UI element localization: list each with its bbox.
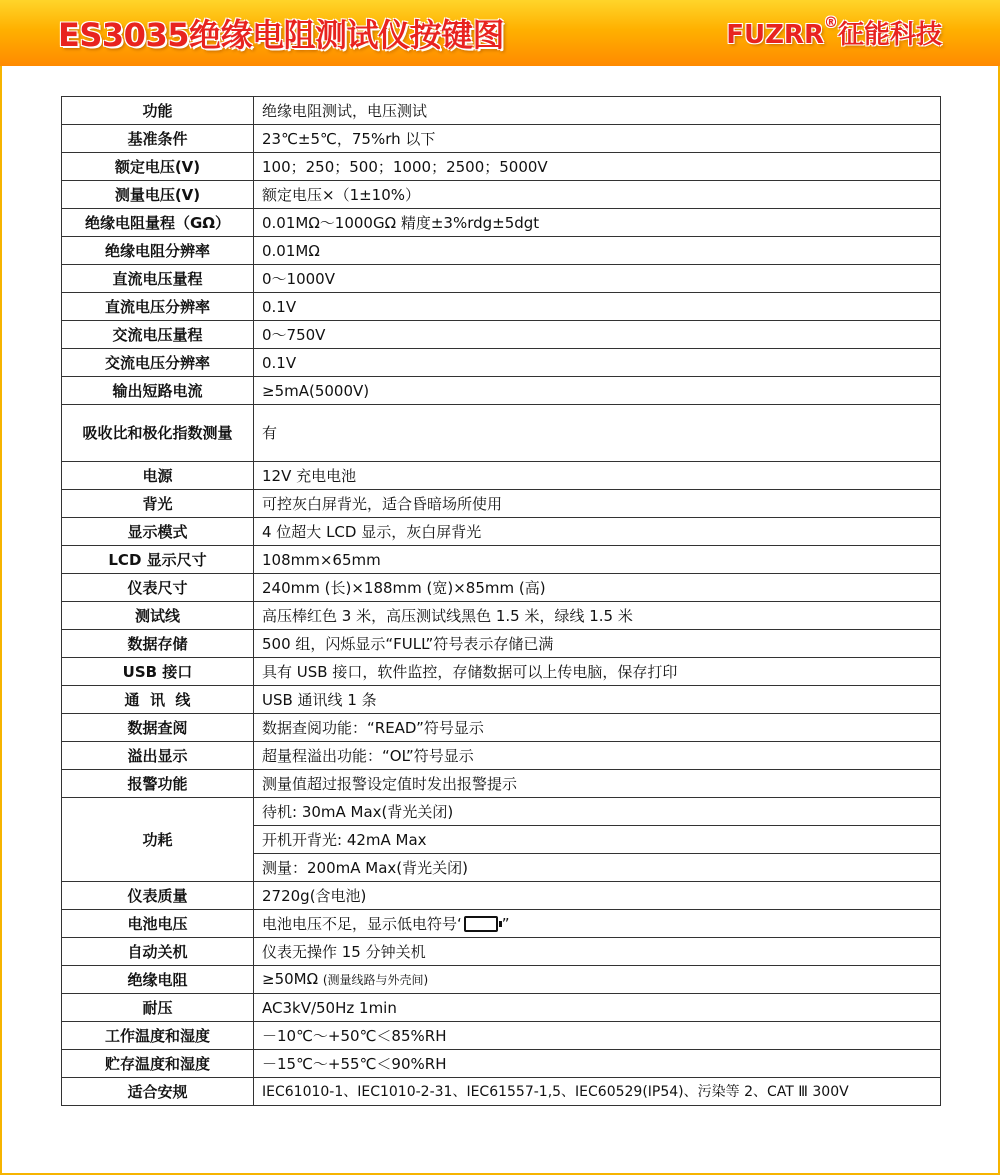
table-row [62,910,941,938]
row-value: AC3kV/50Hz 1min [254,994,941,1022]
row-value: －15℃～+55℃＜90%RH [254,1050,941,1078]
table-row [62,97,941,125]
table-row [62,1050,941,1078]
row-value: 500 组，闪烁显示“FULL”符号表示存储已满 [254,630,941,658]
row-value: 0～1000V [254,265,941,293]
row-value: USB 通讯线 1 条 [254,686,941,714]
battery-low-icon [464,916,498,932]
table-row-power [62,798,941,826]
row-value: 0.1V [254,349,941,377]
row-value: 测量值超过报警设定值时发出报警提示 [254,770,941,798]
row-value: －10℃～+50℃＜85%RH [254,1022,941,1050]
row-value: 100；250；500；1000；2500；5000V [254,153,941,181]
row-label: 电池电压 [62,910,254,938]
row-label: 仪表质量 [62,882,254,910]
table-row [62,1022,941,1050]
row-value: 2720g(含电池) [254,882,941,910]
row-label: 交流电压分辨率 [62,349,254,377]
row-value [254,910,941,938]
table-row [62,574,941,602]
row-value: 超量程溢出功能：“OL”符号显示 [254,742,941,770]
brand-logo [726,14,942,51]
row-value: 绝缘电阻测试，电压测试 [254,97,941,125]
table-row [62,377,941,405]
table-row [62,686,941,714]
table-row [62,770,941,798]
table-row [62,349,941,377]
row-label: 绝缘电阻量程（GΩ） [62,209,254,237]
table-row [62,714,941,742]
table-row [62,1078,941,1106]
row-label: 背光 [62,490,254,518]
row-value: 高压棒红色 3 米，高压测试线黑色 1.5 米，绿线 1.5 米 [254,602,941,630]
row-label: 工作温度和湿度 [62,1022,254,1050]
table-row [62,994,941,1022]
row-label: 电源 [62,462,254,490]
row-label: 显示模式 [62,518,254,546]
brand-suffix: 征能科技 [837,20,942,50]
row-value [254,966,941,994]
row-value: 12V 充电电池 [254,462,941,490]
table-row [62,742,941,770]
row-value: 4 位超大 LCD 显示，灰白屏背光 [254,518,941,546]
row-value: 0.01MΩ～1000GΩ 精度±3%rdg±5dgt [254,209,941,237]
row-label: 绝缘电阻 [62,966,254,994]
row-label: 数据存储 [62,630,254,658]
row-value: 待机: 30mA Max(背光关闭) [254,798,941,826]
row-label: 直流电压分辨率 [62,293,254,321]
insulation-note: (测量线路与外壳间) [322,973,429,987]
row-value: 可控灰白屏背光，适合昏暗场所使用 [254,490,941,518]
battery-text-suffix: ” [501,914,510,933]
row-label: 溢出显示 [62,742,254,770]
row-label: 绝缘电阻分辨率 [62,237,254,265]
row-label: 通 讯 线 [62,686,254,714]
row-value: 0～750V [254,321,941,349]
table-row [62,237,941,265]
row-label: 仪表尺寸 [62,574,254,602]
row-value: 23℃±5℃，75%rh 以下 [254,125,941,153]
row-label: 吸收比和极化指数测量 [62,405,254,462]
table-row [62,518,941,546]
row-label: 输出短路电流 [62,377,254,405]
table-row [62,546,941,574]
row-label: USB 接口 [62,658,254,686]
row-label: 适合安规 [62,1078,254,1106]
row-label: 自动关机 [62,938,254,966]
page-title: ES3035绝缘电阻测试仪按键图 [58,16,504,54]
row-value: 具有 USB 接口，软件监控，存储数据可以上传电脑，保存打印 [254,658,941,686]
brand-name: FUZRR [726,20,824,50]
row-value: 0.1V [254,293,941,321]
row-value: 开机开背光: 42mA Max [254,826,941,854]
row-label: 耐压 [62,994,254,1022]
table-row [62,462,941,490]
row-value: 测量：200mA Max(背光关闭) [254,854,941,882]
row-value: 108mm×65mm [254,546,941,574]
table-row [62,602,941,630]
row-label: 交流电压量程 [62,321,254,349]
row-label: 报警功能 [62,770,254,798]
row-label: 测量电压(V) [62,181,254,209]
table-row [62,882,941,910]
row-label: 功耗 [62,798,254,882]
table-row [62,293,941,321]
row-label: 数据查阅 [62,714,254,742]
row-value: 240mm (长)×188mm (宽)×85mm (高) [254,574,941,602]
insulation-value: ≥50MΩ [262,970,319,988]
row-value: IEC61010-1、IEC1010-2-31、IEC61557-1,5、IEC60529(IP54)、污染等 2、CAT Ⅲ 300V [254,1078,941,1106]
row-value: 额定电压×（1±10%） [254,181,941,209]
row-label: 贮存温度和湿度 [62,1050,254,1078]
battery-text-prefix: 电池电压不足，显示低电符号‘ [262,914,462,933]
spec-table [61,96,941,1106]
row-value: 0.01MΩ [254,237,941,265]
row-value: 数据查阅功能：“READ”符号显示 [254,714,941,742]
table-row [62,209,941,237]
table-row [62,265,941,293]
table-row [62,405,941,462]
row-label: 直流电压量程 [62,265,254,293]
table-row [62,966,941,994]
table-row [62,630,941,658]
row-value: 仪表无操作 15 分钟关机 [254,938,941,966]
table-row [62,321,941,349]
table-row [62,938,941,966]
row-label: 基准条件 [62,125,254,153]
row-value: ≥5mA(5000V) [254,377,941,405]
registered-mark: ® [823,15,838,32]
table-row [62,125,941,153]
table-row [62,153,941,181]
row-label: 额定电压(V) [62,153,254,181]
table-row [62,490,941,518]
row-value: 有 [254,405,941,462]
row-label: 测试线 [62,602,254,630]
row-label: LCD 显示尺寸 [62,546,254,574]
table-row [62,658,941,686]
table-row [62,181,941,209]
header-banner [0,0,1000,66]
row-label: 功能 [62,97,254,125]
